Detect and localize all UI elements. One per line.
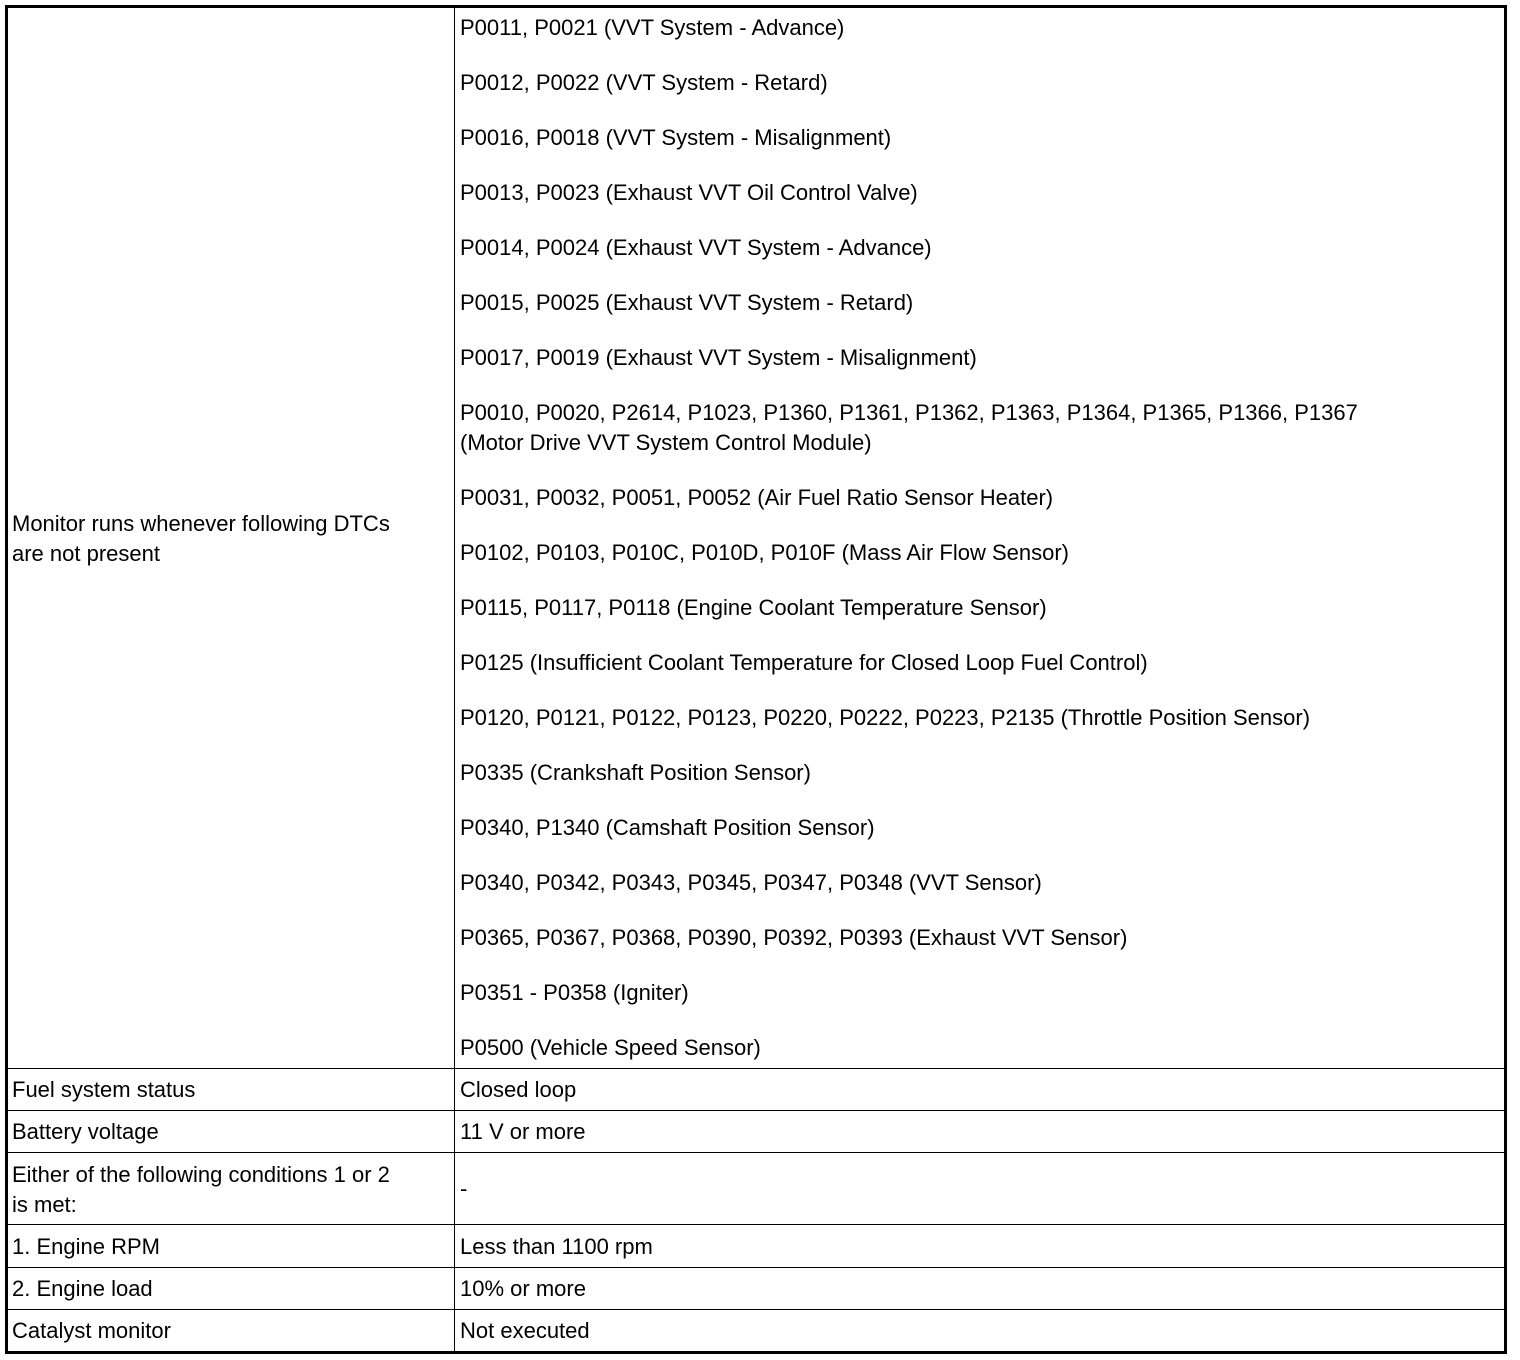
- dtc-code-item: P0120, P0121, P0122, P0123, P0220, P0222, P0223, P2135 (Throttle Position Sensor): [460, 705, 1311, 730]
- dtc-code-item: P0340, P0342, P0343, P0345, P0347, P0348 (VVT Sensor): [460, 870, 1042, 895]
- fuel-system-status-value: Closed loop: [460, 1077, 577, 1102]
- row-divider: [8, 1224, 1504, 1225]
- engine-rpm-label: 1. Engine RPM: [12, 1234, 160, 1259]
- dtc-condition-label: Monitor runs whenever following DTCs are not present: [12, 511, 390, 566]
- dtc-code-item: P0016, P0018 (VVT System - Misalignment): [460, 125, 892, 150]
- dtc-code-item: P0335 (Crankshaft Position Sensor): [460, 760, 811, 785]
- row-divider: [8, 1110, 1504, 1111]
- engine-rpm-value: Less than 1100 rpm: [460, 1234, 653, 1259]
- either-condition-label: Either of the following conditions 1 or 2 is met:: [12, 1162, 390, 1217]
- dtc-code-item: P0365, P0367, P0368, P0390, P0392, P0393 (Exhaust VVT Sensor): [460, 925, 1128, 950]
- dtc-code-item: P0011, P0021 (VVT System - Advance): [460, 15, 845, 40]
- row-divider: [8, 1309, 1504, 1310]
- battery-voltage-value: 11 V or more: [460, 1119, 586, 1144]
- dtc-code-item: P0013, P0023 (Exhaust VVT Oil Control Valve): [460, 180, 918, 205]
- engine-load-label: 2. Engine load: [12, 1276, 153, 1301]
- catalyst-monitor-label: Catalyst monitor: [12, 1318, 171, 1343]
- dtc-code-item: P0115, P0117, P0118 (Engine Coolant Temperature Sensor): [460, 595, 1047, 620]
- dtc-code-item: P0014, P0024 (Exhaust VVT System - Advance): [460, 235, 932, 260]
- fuel-system-status-label: Fuel system status: [12, 1077, 196, 1102]
- dtc-code-list: [460, 13, 1358, 1088]
- row-divider: [8, 1267, 1504, 1268]
- dtc-code-item: P0500 (Vehicle Speed Sensor): [460, 1035, 761, 1060]
- dtc-code-item: P0340, P1340 (Camshaft Position Sensor): [460, 815, 875, 840]
- row-divider: [8, 1152, 1504, 1153]
- dtc-code-item: P0031, P0032, P0051, P0052 (Air Fuel Ratio Sensor Heater): [460, 485, 1054, 510]
- dtc-code-item: P0102, P0103, P010C, P010D, P010F (Mass Air Flow Sensor): [460, 540, 1069, 565]
- dtc-code-item: P0125 (Insufficient Coolant Temperature for Closed Loop Fuel Control): [460, 650, 1148, 675]
- dtc-code-item: P0015, P0025 (Exhaust VVT System - Retard): [460, 290, 914, 315]
- dtc-code-item: P0012, P0022 (VVT System - Retard): [460, 70, 828, 95]
- dtc-code-item: P0010, P0020, P2614, P1023, P1360, P1361, P1362, P1363, P1364, P1365, P1366, P1367 (Motor Drive VVT System Control Module): [460, 400, 1358, 455]
- dtc-code-item: P0351 - P0358 (Igniter): [460, 980, 689, 1005]
- either-condition-value: -: [460, 1176, 468, 1201]
- catalyst-monitor-value: Not executed: [460, 1318, 590, 1343]
- dtc-code-item: P0017, P0019 (Exhaust VVT System - Misalignment): [460, 345, 977, 370]
- engine-load-value: 10% or more: [460, 1276, 586, 1301]
- column-divider: [454, 8, 455, 1351]
- battery-voltage-label: Battery voltage: [12, 1119, 159, 1144]
